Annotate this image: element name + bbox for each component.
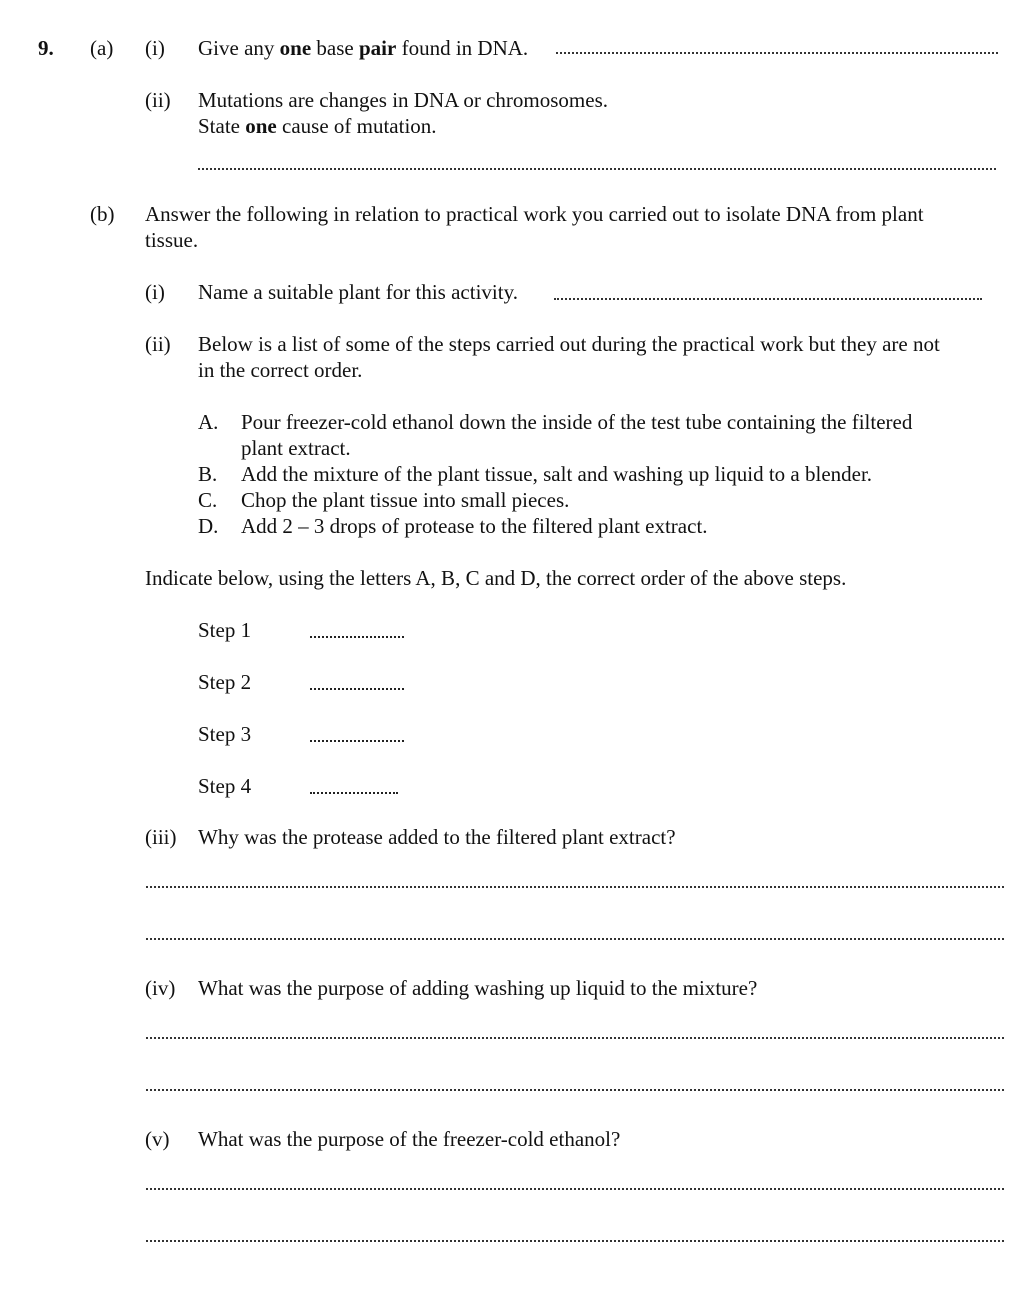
part-b-label: (b) [90, 202, 115, 226]
part-b-v-label: (v) [145, 1127, 170, 1151]
step-text: Pour freezer-cold ethanol down the inside of the test tube containing the filtered [241, 410, 913, 434]
part-a-label: (a) [90, 36, 114, 60]
step-text: Chop the plant tissue into small pieces. [241, 488, 570, 512]
part-b-intro-line1: Answer the following in relation to practical work you carried out to isolate DNA from plant [145, 202, 924, 226]
step-text: Add the mixture of the plant tissue, salt and washing up liquid to a blender. [241, 462, 873, 486]
part-b-iv-question: What was the purpose of adding washing up liquid to the mixture? [198, 976, 758, 1000]
part-a-ii-line2: State one cause of mutation. [198, 114, 437, 138]
part-b-i-label: (i) [145, 280, 165, 304]
step-1-label: Step 1 [198, 618, 252, 642]
step-4-label: Step 4 [198, 774, 252, 798]
step-letter: B. [198, 462, 218, 486]
step-letter: A. [198, 410, 219, 434]
answer-line-b-v-2[interactable] [146, 1240, 1004, 1242]
part-b-ii-line2: in the correct order. [198, 358, 363, 382]
part-b-i-question: Name a suitable plant for this activity. [198, 280, 518, 304]
step-2-label: Step 2 [198, 670, 252, 694]
part-a-i-label: (i) [145, 36, 165, 60]
part-b-iii-label: (iii) [145, 825, 177, 849]
part-b-v-question: What was the purpose of the freezer-cold ethanol? [198, 1127, 621, 1151]
answer-line-b-iv-2[interactable] [146, 1089, 1004, 1091]
answer-line-b-iii-2[interactable] [146, 938, 1004, 940]
step-1-answer[interactable] [310, 636, 404, 638]
answer-line-b-i[interactable] [554, 298, 982, 300]
step-4-answer[interactable] [310, 792, 398, 794]
answer-line-b-iv-1[interactable] [146, 1037, 1004, 1039]
order-instruction: Indicate below, using the letters A, B, C and D, the correct order of the above steps. [145, 566, 847, 590]
step-text-continued: plant extract. [241, 436, 351, 460]
part-a-ii-line1: Mutations are changes in DNA or chromosomes. [198, 88, 609, 112]
part-a-ii-label: (ii) [145, 88, 171, 112]
part-b-iii-question: Why was the protease added to the filtered plant extract? [198, 825, 676, 849]
part-b-ii-line1: Below is a list of some of the steps carried out during the practical work but they are not [198, 332, 940, 356]
step-3-label: Step 3 [198, 722, 252, 746]
step-2-answer[interactable] [310, 688, 404, 690]
part-a-i-question: Give any one base pair found in DNA. [198, 36, 529, 60]
answer-line-a-ii[interactable] [198, 168, 996, 170]
answer-line-b-v-1[interactable] [146, 1188, 1004, 1190]
part-b-ii-label: (ii) [145, 332, 171, 356]
step-3-answer[interactable] [310, 740, 404, 742]
step-text: Add 2 – 3 drops of protease to the filtered plant extract. [241, 514, 708, 538]
step-letter: C. [198, 488, 218, 512]
part-b-iv-label: (iv) [145, 976, 176, 1000]
answer-line-a-i[interactable] [556, 52, 998, 54]
answer-line-b-iii-1[interactable] [146, 886, 1004, 888]
question-number: 9. [38, 36, 54, 60]
part-b-intro-line2: tissue. [145, 228, 199, 252]
step-letter: D. [198, 514, 219, 538]
